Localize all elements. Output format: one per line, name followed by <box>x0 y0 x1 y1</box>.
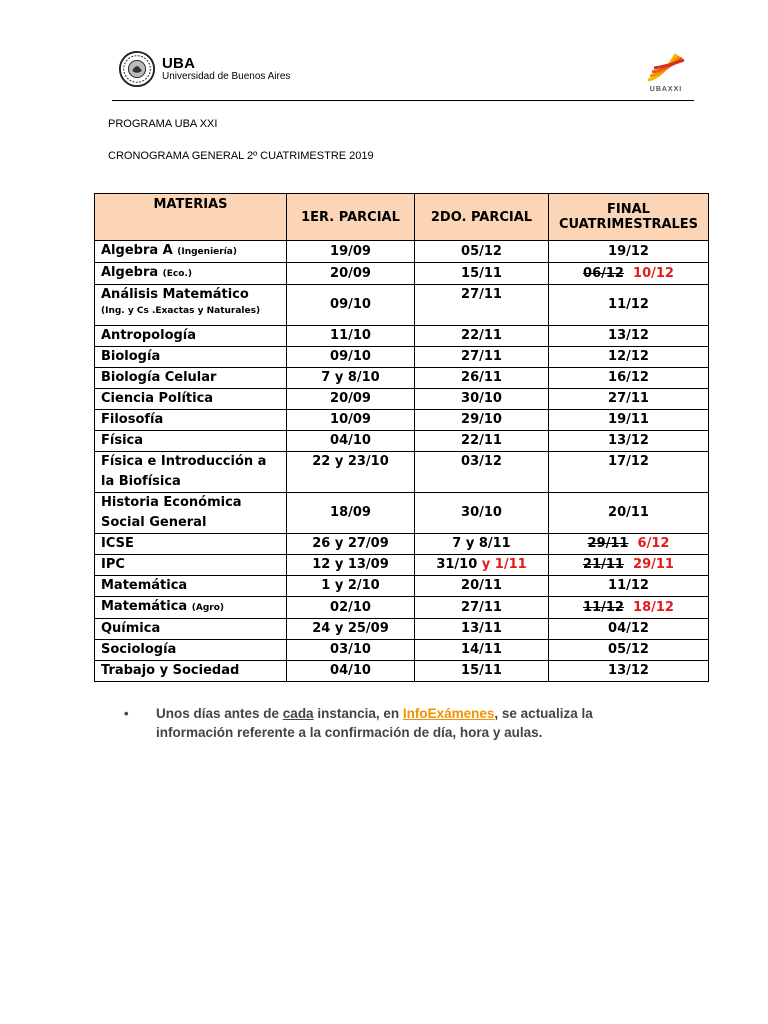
final-date: 12/12 <box>549 347 709 368</box>
subject-name-line2: Social General <box>101 515 207 530</box>
subject-cell <box>95 597 287 619</box>
table-row <box>95 263 709 285</box>
final-date: 04/12 <box>549 619 709 640</box>
subject-cell <box>95 452 287 493</box>
first-partial-date: 03/10 <box>287 640 415 661</box>
second-partial-date: 15/11 <box>415 661 549 682</box>
second-partial-extra: y 1/11 <box>481 557 527 572</box>
final-date: 16/12 <box>549 368 709 389</box>
table-row <box>95 326 709 347</box>
final-date-cell <box>549 263 709 285</box>
final-date-new: 29/11 <box>633 557 674 572</box>
final-date-new: 6/12 <box>637 536 670 551</box>
first-partial-date: 12 y 13/09 <box>287 555 415 576</box>
first-partial-date: 11/10 <box>287 326 415 347</box>
header-first-partial: 1ER. PARCIAL <box>287 194 415 241</box>
schedule-table <box>94 193 709 682</box>
table-row <box>95 597 709 619</box>
subject-note: (Agro) <box>191 603 225 613</box>
subject-name: Antropología <box>95 326 287 347</box>
subject-name: ICSE <box>95 534 287 555</box>
subject-name: Biología Celular <box>95 368 287 389</box>
uba-seal-icon <box>118 50 156 88</box>
subject-name: Filosofía <box>95 410 287 431</box>
uba-logo <box>118 50 290 88</box>
table-row <box>95 285 709 326</box>
subject-name: Biología <box>95 347 287 368</box>
final-date: 11/12 <box>549 285 709 326</box>
second-partial-date: 15/11 <box>415 263 549 285</box>
subject-cell <box>95 493 287 534</box>
subject-name: Algebra A <box>101 243 173 258</box>
table-row <box>95 452 709 493</box>
subject-name: Sociología <box>95 640 287 661</box>
program-title: PROGRAMA UBA XXI <box>108 118 218 130</box>
final-date-old: 29/11 <box>587 536 629 551</box>
first-partial-date: 1 y 2/10 <box>287 576 415 597</box>
table-row <box>95 640 709 661</box>
final-date-old: 06/12 <box>583 265 624 281</box>
subject-name: Algebra <box>101 265 159 280</box>
first-partial-date: 04/10 <box>287 431 415 452</box>
info-note <box>124 704 648 742</box>
ubaxxi-logo <box>642 50 690 93</box>
bullet-icon: • <box>124 706 129 721</box>
second-partial-date: 7 y 8/11 <box>415 534 549 555</box>
second-partial-date: 30/10 <box>415 389 549 410</box>
second-partial-date: 14/11 <box>415 640 549 661</box>
table-row <box>95 389 709 410</box>
final-date: 20/11 <box>549 493 709 534</box>
first-partial-date: 7 y 8/10 <box>287 368 415 389</box>
final-date: 19/12 <box>549 241 709 263</box>
final-date: 27/11 <box>549 389 709 410</box>
first-partial-date: 18/09 <box>287 493 415 534</box>
final-date: 13/12 <box>549 431 709 452</box>
final-date-new: 18/12 <box>633 599 674 615</box>
first-partial-date: 24 y 25/09 <box>287 619 415 640</box>
final-date-cell <box>549 597 709 619</box>
final-date-old: 11/12 <box>583 599 624 615</box>
note-text-1: Unos días antes de <box>156 706 283 721</box>
subject-cell <box>95 285 287 326</box>
first-partial-date: 20/09 <box>287 389 415 410</box>
second-partial-date: 27/11 <box>415 285 549 326</box>
table-row <box>95 619 709 640</box>
subject-name: IPC <box>95 555 287 576</box>
subject-note: (Ingeniería) <box>177 247 237 257</box>
second-partial-cell <box>415 555 549 576</box>
final-date: 17/12 <box>549 452 709 493</box>
subject-name: Trabajo y Sociedad <box>95 661 287 682</box>
uba-title: UBA <box>162 54 196 72</box>
table-row <box>95 555 709 576</box>
first-partial-date: 22 y 23/10 <box>287 452 415 493</box>
second-partial-date: 27/11 <box>415 347 549 368</box>
table-row <box>95 534 709 555</box>
note-text <box>128 704 648 742</box>
note-text-2: instancia, en <box>313 706 403 721</box>
header-divider <box>112 100 694 101</box>
subject-name: Ciencia Política <box>95 389 287 410</box>
first-partial-date: 02/10 <box>287 597 415 619</box>
subject-cell <box>95 263 287 285</box>
subject-name: Química <box>95 619 287 640</box>
second-partial-date: 22/11 <box>415 431 549 452</box>
table-row <box>95 368 709 389</box>
subject-name: Análisis Matemático <box>101 287 249 302</box>
second-partial-date: 26/11 <box>415 368 549 389</box>
final-date: 11/12 <box>549 576 709 597</box>
subject-note: (Ing. y Cs .Exactas y Naturales) <box>101 306 261 316</box>
note-text-cada: cada <box>282 706 314 721</box>
header-materias: MATERIAS <box>95 194 287 241</box>
second-partial-date: 05/12 <box>415 241 549 263</box>
header-second-partial: 2DO. PARCIAL <box>415 194 549 241</box>
final-date: 13/12 <box>549 326 709 347</box>
first-partial-date: 19/09 <box>287 241 415 263</box>
second-partial-date: 03/12 <box>415 452 549 493</box>
table-row <box>95 431 709 452</box>
uba-subtitle: Universidad de Buenos Aires <box>162 70 291 82</box>
final-date-cell <box>549 555 709 576</box>
subject-name: Física <box>95 431 287 452</box>
second-partial-date: 22/11 <box>415 326 549 347</box>
subject-name-line1: Historia Económica <box>101 495 242 510</box>
first-partial-date: 09/10 <box>287 347 415 368</box>
second-partial-date: 29/10 <box>415 410 549 431</box>
subject-name-line1: Física e Introducción a <box>101 454 267 469</box>
schedule-title: CRONOGRAMA GENERAL 2º CUATRIMESTRE 2019 <box>108 150 374 162</box>
subject-name-line2: la Biofísica <box>101 474 181 489</box>
first-partial-date: 10/09 <box>287 410 415 431</box>
second-partial-date: 20/11 <box>415 576 549 597</box>
second-partial-date: 13/11 <box>415 619 549 640</box>
final-date: 13/12 <box>549 661 709 682</box>
header-final: FINAL CUATRIMESTRALES <box>549 194 709 241</box>
final-date-cell <box>549 534 709 555</box>
table-row <box>95 661 709 682</box>
final-date-new: 10/12 <box>633 265 674 281</box>
table-row <box>95 576 709 597</box>
first-partial-date: 20/09 <box>287 263 415 285</box>
ubaxxi-label: UBAXXI <box>649 86 683 93</box>
table-row <box>95 493 709 534</box>
first-partial-date: 09/10 <box>287 285 415 326</box>
table-row <box>95 347 709 368</box>
ubaxxi-mark-icon <box>646 50 686 84</box>
final-date: 19/11 <box>549 410 709 431</box>
table-row <box>95 410 709 431</box>
subject-note: (Eco.) <box>162 269 192 279</box>
subject-name: Matemática <box>95 576 287 597</box>
second-partial-date: 30/10 <box>415 493 549 534</box>
infoexamenes-link[interactable]: InfoExámenes <box>402 706 495 721</box>
note-text-3: , se actualiza la información referente a la confirmación de día, hora y aulas. <box>156 706 593 740</box>
final-date-old: 21/11 <box>583 557 624 572</box>
final-date: 05/12 <box>549 640 709 661</box>
table-row <box>95 241 709 263</box>
first-partial-date: 04/10 <box>287 661 415 682</box>
subject-name: Matemática <box>101 599 188 614</box>
second-partial-date: 31/10 <box>436 557 478 572</box>
table-header-row <box>95 194 709 241</box>
first-partial-date: 26 y 27/09 <box>287 534 415 555</box>
subject-cell <box>95 241 287 263</box>
second-partial-date: 27/11 <box>415 597 549 619</box>
page-header <box>118 50 694 100</box>
